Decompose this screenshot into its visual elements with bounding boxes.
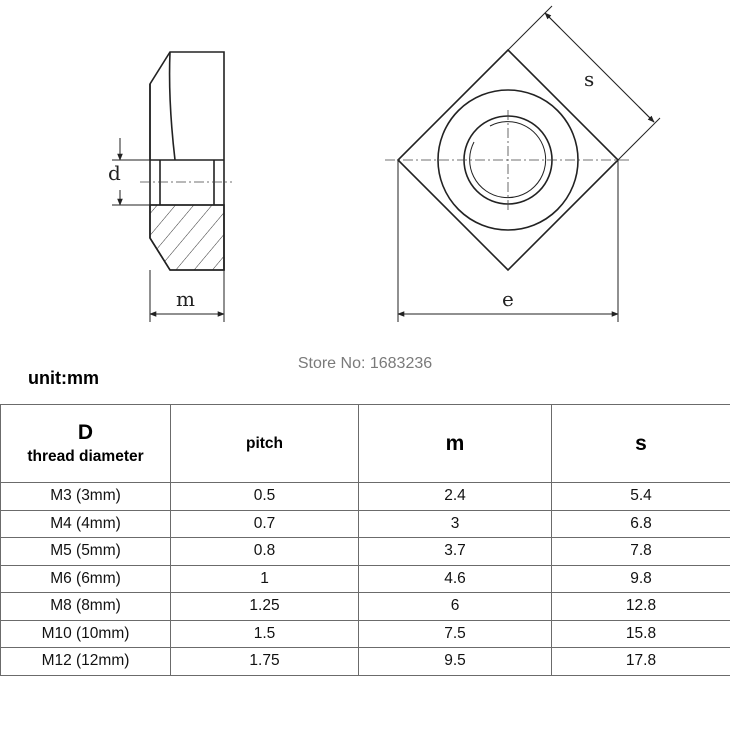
square-nut-technical-drawing — [0, 0, 730, 350]
cell-size: M12 (12mm) — [1, 648, 171, 676]
header-pitch-label: pitch — [245, 434, 284, 452]
hatched-section — [150, 205, 224, 270]
header-s-label: s — [635, 431, 647, 455]
cell-s: 17.8 — [552, 648, 730, 676]
cell-m: 4.6 — [359, 565, 552, 593]
dimension-table — [0, 404, 730, 676]
cell-size: M6 (6mm) — [1, 565, 171, 593]
header-m — [359, 405, 552, 483]
table-row — [1, 620, 730, 648]
cell-size: M4 (4mm) — [1, 510, 171, 538]
cell-s: 6.8 — [552, 510, 730, 538]
cell-m: 9.5 — [359, 648, 552, 676]
table-header-row — [1, 405, 730, 483]
cell-s: 5.4 — [552, 483, 730, 511]
header-d: D — [77, 420, 94, 444]
d-label: d — [108, 161, 121, 185]
cell-size: M10 (10mm) — [1, 620, 171, 648]
cell-m: 6 — [359, 593, 552, 621]
header-m-label: m — [445, 431, 465, 455]
s-label: s — [584, 67, 595, 91]
cell-s: 9.8 — [552, 565, 730, 593]
table-row — [1, 593, 730, 621]
cell-pitch: 1 — [171, 565, 359, 593]
cell-pitch: 1.75 — [171, 648, 359, 676]
cell-s: 12.8 — [552, 593, 730, 621]
m-label: m — [176, 287, 195, 311]
cell-s: 15.8 — [552, 620, 730, 648]
cell-pitch: 0.5 — [171, 483, 359, 511]
table-row — [1, 565, 730, 593]
cell-size: M8 (8mm) — [1, 593, 171, 621]
cell-m: 3.7 — [359, 538, 552, 566]
cell-m: 2.4 — [359, 483, 552, 511]
cell-pitch: 0.7 — [171, 510, 359, 538]
table-row — [1, 538, 730, 566]
cell-s: 7.8 — [552, 538, 730, 566]
e-label: e — [502, 287, 514, 311]
store-number: Store No: 1683236 — [297, 355, 433, 372]
table-row — [1, 648, 730, 676]
cell-size: M3 (3mm) — [1, 483, 171, 511]
cell-pitch: 1.25 — [171, 593, 359, 621]
table-row — [1, 483, 730, 511]
header-thread-diameter — [1, 405, 171, 483]
table-row — [1, 510, 730, 538]
unit-label: unit:mm — [28, 368, 99, 388]
cell-pitch: 0.8 — [171, 538, 359, 566]
cell-size: M5 (5mm) — [1, 538, 171, 566]
header-d-sub: thread diameter — [27, 447, 144, 465]
cell-m: 3 — [359, 510, 552, 538]
header-s — [552, 405, 730, 483]
header-pitch — [171, 405, 359, 483]
cell-pitch: 1.5 — [171, 620, 359, 648]
cell-m: 7.5 — [359, 620, 552, 648]
